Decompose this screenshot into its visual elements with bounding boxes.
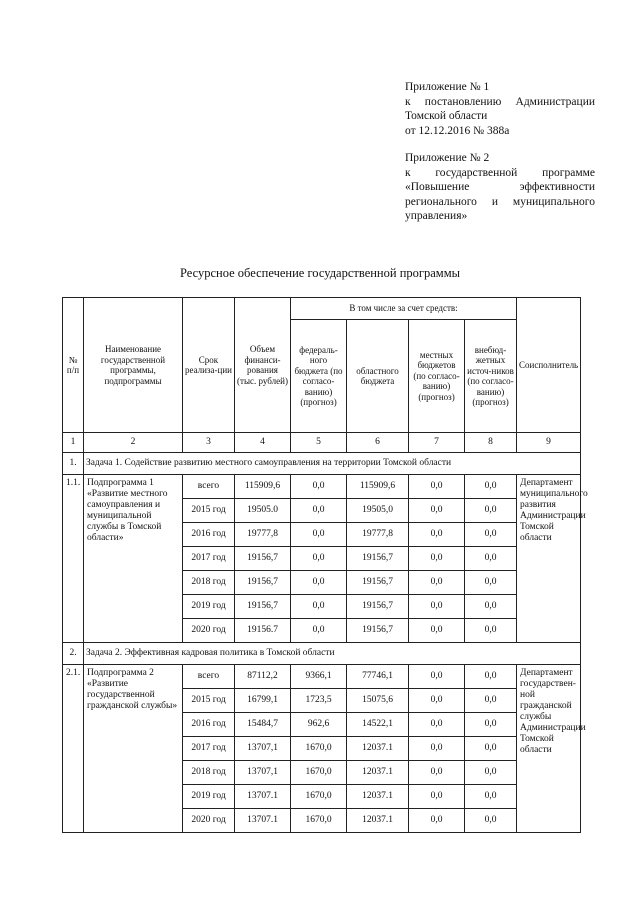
cell-offbudget: 0,0 [465, 523, 517, 547]
cell-volume: 87112,2 [235, 665, 291, 689]
subprogram-num: 1.1. [63, 475, 84, 643]
cell-term: 2018 год [183, 761, 235, 785]
col-number: 2 [84, 433, 183, 453]
cell-term: 2017 год [183, 737, 235, 761]
cell-federal: 962,6 [291, 713, 347, 737]
cell-term: 2017 год [183, 547, 235, 571]
cell-local: 0,0 [409, 475, 465, 499]
cell-volume: 19156,7 [235, 571, 291, 595]
subprogram-2-body [63, 665, 586, 833]
header-federal: федераль-ного бюджета (по согласо-ванию) (прогноз) [291, 320, 347, 433]
cell-volume: 13707,1 [235, 761, 291, 785]
cell-volume: 19505.0 [235, 499, 291, 523]
cell-regional: 115909,6 [347, 475, 409, 499]
cell-term: всего [183, 475, 235, 499]
cell-local: 0,0 [409, 571, 465, 595]
header-executor: Соисполнитель [517, 298, 581, 433]
cell-offbudget: 0,0 [465, 785, 517, 809]
cell-local: 0,0 [409, 499, 465, 523]
cell-regional: 19505,0 [347, 499, 409, 523]
task-2-num: 2. [63, 643, 84, 665]
cell-term: 2019 год [183, 595, 235, 619]
cell-volume: 19156,7 [235, 595, 291, 619]
appendix-1-line2: к постановлению Администрации [405, 95, 595, 108]
cell-volume: 16799,1 [235, 689, 291, 713]
cell-volume: 15484,7 [235, 713, 291, 737]
cell-local: 0,0 [409, 619, 465, 643]
cell-federal: 1670,0 [291, 809, 347, 833]
col-number: 7 [409, 433, 465, 453]
cell-regional: 15075,6 [347, 689, 409, 713]
cell-regional: 19777,8 [347, 523, 409, 547]
appendix-2-line1: Приложение № 2 [405, 152, 490, 164]
table-row [63, 665, 581, 689]
cell-regional: 12037.1 [347, 785, 409, 809]
cell-offbudget: 0,0 [465, 761, 517, 785]
header-num: № п/п [63, 298, 84, 433]
subprogram-executor: Департамент государствен-ной гражданской службы Администрации Томской области [517, 665, 581, 833]
cell-federal: 0,0 [291, 499, 347, 523]
cell-local: 0,0 [409, 785, 465, 809]
cell-regional: 12037.1 [347, 761, 409, 785]
cell-local: 0,0 [409, 547, 465, 571]
header-volume: Объем финанси-рования (тыс. рублей) [235, 298, 291, 433]
cell-term: 2020 год [183, 809, 235, 833]
col-number: 8 [465, 433, 517, 453]
appendix-2-line5: управления» [405, 210, 468, 222]
cell-local: 0,0 [409, 523, 465, 547]
header-regional: областного бюджета [347, 320, 409, 433]
cell-regional: 14522,1 [347, 713, 409, 737]
cell-regional: 19156,7 [347, 571, 409, 595]
cell-term: 2016 год [183, 523, 235, 547]
cell-volume: 13707,1 [235, 737, 291, 761]
column-number-row [63, 433, 581, 453]
appendix-2-line2: к государственной программе [405, 166, 595, 179]
cell-federal: 0,0 [291, 595, 347, 619]
cell-term: 2016 год [183, 713, 235, 737]
cell-volume: 13707.1 [235, 809, 291, 833]
col-number: 6 [347, 433, 409, 453]
cell-federal: 1670,0 [291, 761, 347, 785]
cell-term: 2019 год [183, 785, 235, 809]
cell-volume: 19156.7 [235, 619, 291, 643]
subprogram-name: Подпрограмма 2 «Развитие государственной гражданской службы» [84, 665, 183, 833]
cell-regional: 12037.1 [347, 809, 409, 833]
cell-federal: 0,0 [291, 523, 347, 547]
appendix-1-block [405, 80, 595, 138]
cell-local: 0,0 [409, 809, 465, 833]
subprogram-executor: Департамент муниципального развития Администрации Томской области [517, 475, 581, 643]
cell-local: 0,0 [409, 665, 465, 689]
appendix-2-block [405, 151, 595, 224]
cell-offbudget: 0,0 [465, 737, 517, 761]
cell-offbudget: 0,0 [465, 499, 517, 523]
appendix-1-line4: от 12.12.2016 № 388а [405, 124, 510, 137]
col-number: 3 [183, 433, 235, 453]
header-local: местных бюджетов (по согласо-ванию) (прогноз) [409, 320, 465, 433]
col-number: 9 [517, 433, 581, 453]
cell-regional: 12037.1 [347, 737, 409, 761]
header-name: Наименование государственной программы, подпрограммы [84, 298, 183, 433]
cell-local: 0,0 [409, 713, 465, 737]
task-1-row [63, 453, 581, 475]
cell-regional: 77746,1 [347, 665, 409, 689]
appendix-1-line3: Томской области [405, 110, 488, 122]
cell-regional: 19156,7 [347, 547, 409, 571]
cell-federal: 0,0 [291, 475, 347, 499]
cell-volume: 19777,8 [235, 523, 291, 547]
cell-offbudget: 0,0 [465, 595, 517, 619]
appendix-2-line4: регионального и муниципального [405, 195, 595, 208]
header-group: В том числе за счет средств: [291, 298, 517, 320]
cell-term: всего [183, 665, 235, 689]
cell-federal: 1670,0 [291, 737, 347, 761]
cell-volume: 115909,6 [235, 475, 291, 499]
cell-federal: 9366,1 [291, 665, 347, 689]
cell-term: 2018 год [183, 571, 235, 595]
cell-regional: 19156,7 [347, 619, 409, 643]
cell-offbudget: 0,0 [465, 689, 517, 713]
cell-federal: 0,0 [291, 547, 347, 571]
cell-offbudget: 0,0 [465, 619, 517, 643]
cell-term: 2020 год [183, 619, 235, 643]
cell-local: 0,0 [409, 737, 465, 761]
appendix-2-line3: «Повышение эффективности [405, 181, 595, 193]
cell-offbudget: 0,0 [465, 571, 517, 595]
task-2-row [63, 643, 581, 665]
header-offbudget: внебюд-жетных источ-ников (по согласо-ванию) (прогноз) [465, 320, 517, 433]
document-title: Ресурсное обеспечение государственной программы [179, 266, 461, 280]
table-row [63, 475, 581, 499]
cell-local: 0,0 [409, 595, 465, 619]
cell-offbudget: 0,0 [465, 475, 517, 499]
cell-federal: 1670,0 [291, 785, 347, 809]
resource-table [62, 297, 588, 833]
subprogram-1-body [63, 475, 588, 643]
cell-volume: 13707.1 [235, 785, 291, 809]
task-2-text: Задача 2. Эффективная кадровая политика в Томской области [84, 643, 581, 665]
cell-term: 2015 год [183, 499, 235, 523]
col-number: 4 [235, 433, 291, 453]
cell-offbudget: 0,0 [465, 713, 517, 737]
subprogram-name: Подпрограмма 1 «Развитие местного самоуправления и муниципальной службы в Томской области» [84, 475, 183, 643]
task-1-text: Задача 1. Содействие развитию местного самоуправления на территории Томской области [84, 453, 581, 475]
cell-federal: 1723,5 [291, 689, 347, 713]
header-term: Срок реализа-ции [183, 298, 235, 433]
subprogram-num: 2.1. [63, 665, 84, 833]
cell-offbudget: 0,0 [465, 809, 517, 833]
cell-volume: 19156,7 [235, 547, 291, 571]
col-number: 5 [291, 433, 347, 453]
col-number: 1 [63, 433, 84, 453]
cell-regional: 19156,7 [347, 595, 409, 619]
cell-local: 0,0 [409, 689, 465, 713]
cell-local: 0,0 [409, 761, 465, 785]
cell-offbudget: 0,0 [465, 665, 517, 689]
cell-term: 2015 год [183, 689, 235, 713]
header-row-top [63, 298, 581, 320]
task-1-num: 1. [63, 453, 84, 475]
cell-federal: 0,0 [291, 619, 347, 643]
cell-offbudget: 0,0 [465, 547, 517, 571]
cell-federal: 0,0 [291, 571, 347, 595]
appendix-1-line1: Приложение № 1 [405, 81, 490, 93]
